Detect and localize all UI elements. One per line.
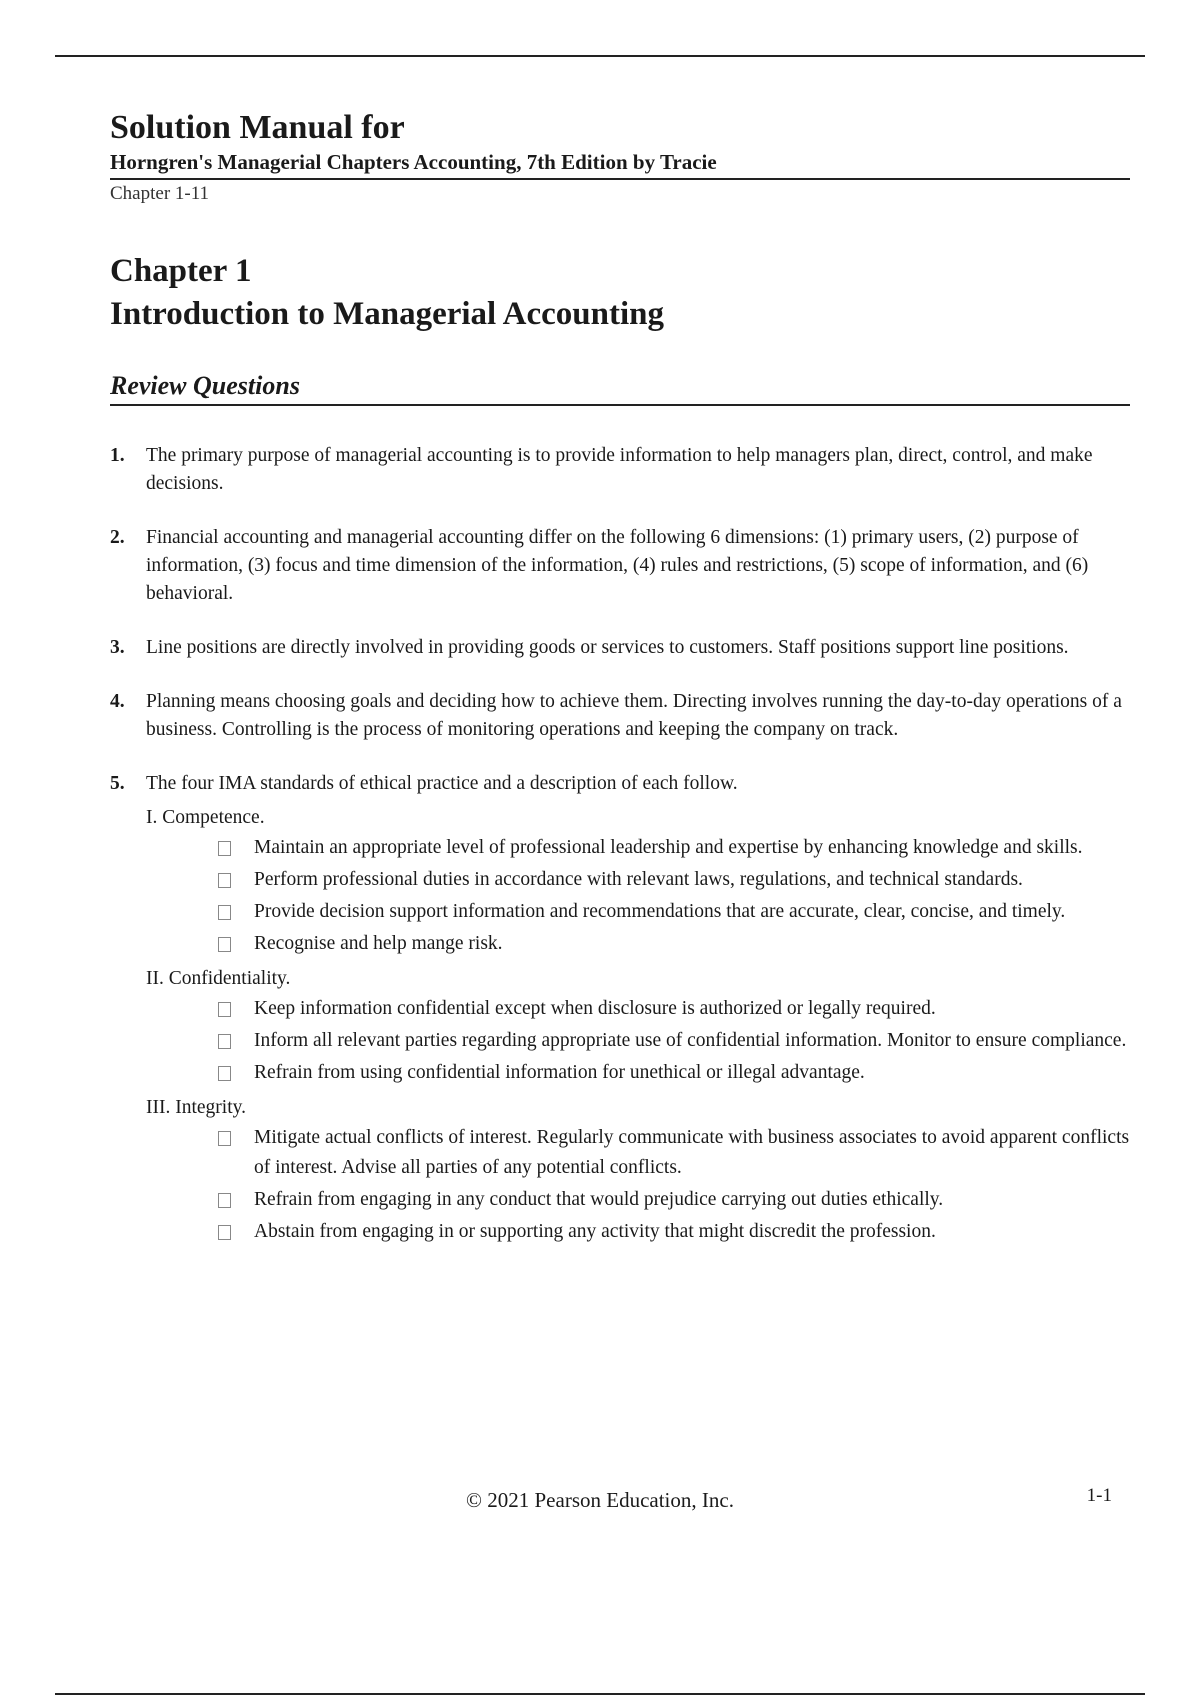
page-number: 1-1: [1086, 1485, 1112, 1506]
question-number: 5.: [110, 773, 125, 794]
question-item: [110, 442, 1130, 498]
bullet-item: [218, 1058, 1130, 1088]
standard-label: III. Integrity.: [146, 1097, 246, 1118]
question-number: 4.: [110, 691, 125, 712]
checkbox-icon: [218, 1034, 231, 1049]
bullet-text: Refrain from using confidential information for unethical or illegal advantage.: [254, 1062, 865, 1083]
bullet-text: Keep information confidential except when disclosure is authorized or legally required.: [254, 998, 936, 1019]
question-number: 1.: [110, 445, 125, 466]
question-item: [110, 770, 1130, 1247]
bullet-text: Mitigate actual conflicts of interest. Regularly communicate with business associates to avoid apparent conflicts of interest. Advise all parties of any potential conflicts.: [254, 1127, 1130, 1178]
checkbox-icon: [218, 905, 231, 920]
standard-competence: [146, 802, 1130, 959]
top-rule: [55, 55, 1145, 57]
checkbox-icon: [218, 1002, 231, 1017]
checkbox-icon: [218, 1193, 231, 1208]
question-item: [110, 634, 1130, 662]
chapter-title: Introduction to Managerial Accounting: [110, 296, 664, 332]
bullet-text: Recognise and help mange risk.: [254, 933, 503, 954]
bullet-text: Maintain an appropriate level of professional leadership and expertise by enhancing knowledge and skills.: [254, 837, 1083, 858]
standard-label: II. Confidentiality.: [146, 968, 291, 989]
checkbox-icon: [218, 1225, 231, 1240]
section-heading: Review Questions: [110, 370, 1130, 406]
standard-integrity: [146, 1092, 1130, 1247]
standard-bullets: [146, 833, 1130, 959]
question-text: Line positions are directly involved in providing goods or services to customers. Staff positions support line positions.: [146, 637, 1069, 658]
question-item: [110, 688, 1130, 744]
checkbox-icon: [218, 1131, 231, 1146]
bullet-item: [218, 1185, 1130, 1215]
bullet-item: [218, 1217, 1130, 1247]
standard-bullets: [146, 994, 1130, 1088]
standard-label: I. Competence.: [146, 807, 265, 828]
chapter-heading: [110, 250, 1130, 336]
bullet-item: [218, 897, 1130, 927]
bullet-text: Refrain from engaging in any conduct that would prejudice carrying out duties ethically.: [254, 1189, 944, 1210]
document-title: Solution Manual for: [110, 109, 405, 146]
checkbox-icon: [218, 1066, 231, 1081]
bullet-text: Perform professional duties in accordance with relevant laws, regulations, and technical standards.: [254, 869, 1023, 890]
bullet-item: [218, 833, 1130, 863]
question-number: 2.: [110, 527, 125, 548]
document-subtitle: Horngren's Managerial Chapters Accounting, 7th Edition by Tracie: [110, 148, 1130, 180]
document-page: [110, 108, 1130, 1249]
bullet-text: Abstain from engaging in or supporting any activity that might discredit the profession.: [254, 1221, 936, 1242]
question-text: The primary purpose of managerial accounting is to provide information to help managers plan, direct, control, and make decisions.: [146, 445, 1093, 494]
bullet-text: Inform all relevant parties regarding appropriate use of confidential information. Monitor to ensure compliance.: [254, 1030, 1127, 1051]
checkbox-icon: [218, 841, 231, 856]
bullet-item: [218, 994, 1130, 1024]
checkbox-icon: [218, 937, 231, 952]
bottom-rule: [55, 1693, 1145, 1695]
copyright-footer: © 2021 Pearson Education, Inc.: [466, 1488, 734, 1512]
chapter-range: Chapter 1-11: [110, 183, 210, 204]
question-text: The four IMA standards of ethical practice and a description of each follow.: [146, 773, 738, 794]
bullet-item: [218, 929, 1130, 959]
bullet-item: [218, 1123, 1130, 1183]
chapter-number: Chapter 1: [110, 253, 252, 289]
bullet-item: [218, 865, 1130, 895]
question-number: 3.: [110, 637, 125, 658]
bullet-item: [218, 1026, 1130, 1056]
checkbox-icon: [218, 873, 231, 888]
question-text: Planning means choosing goals and deciding how to achieve them. Directing involves running the day-to-day operations of a business. Controlling is the process of monitoring operations and keeping the company on track.: [146, 691, 1122, 740]
question-item: [110, 524, 1130, 608]
bullet-text: Provide decision support information and recommendations that are accurate, clear, concise, and timely.: [254, 901, 1066, 922]
standard-confidentiality: [146, 963, 1130, 1088]
standard-bullets: [146, 1123, 1130, 1247]
question-text: Financial accounting and managerial accounting differ on the following 6 dimensions: (1) primary users, (2) purpose of information, (3) focus and time dimension of the information, (4) rules and restrictions, (5) scope of information, and (6) behavioral.: [146, 527, 1089, 604]
review-questions-list: [110, 442, 1130, 1247]
